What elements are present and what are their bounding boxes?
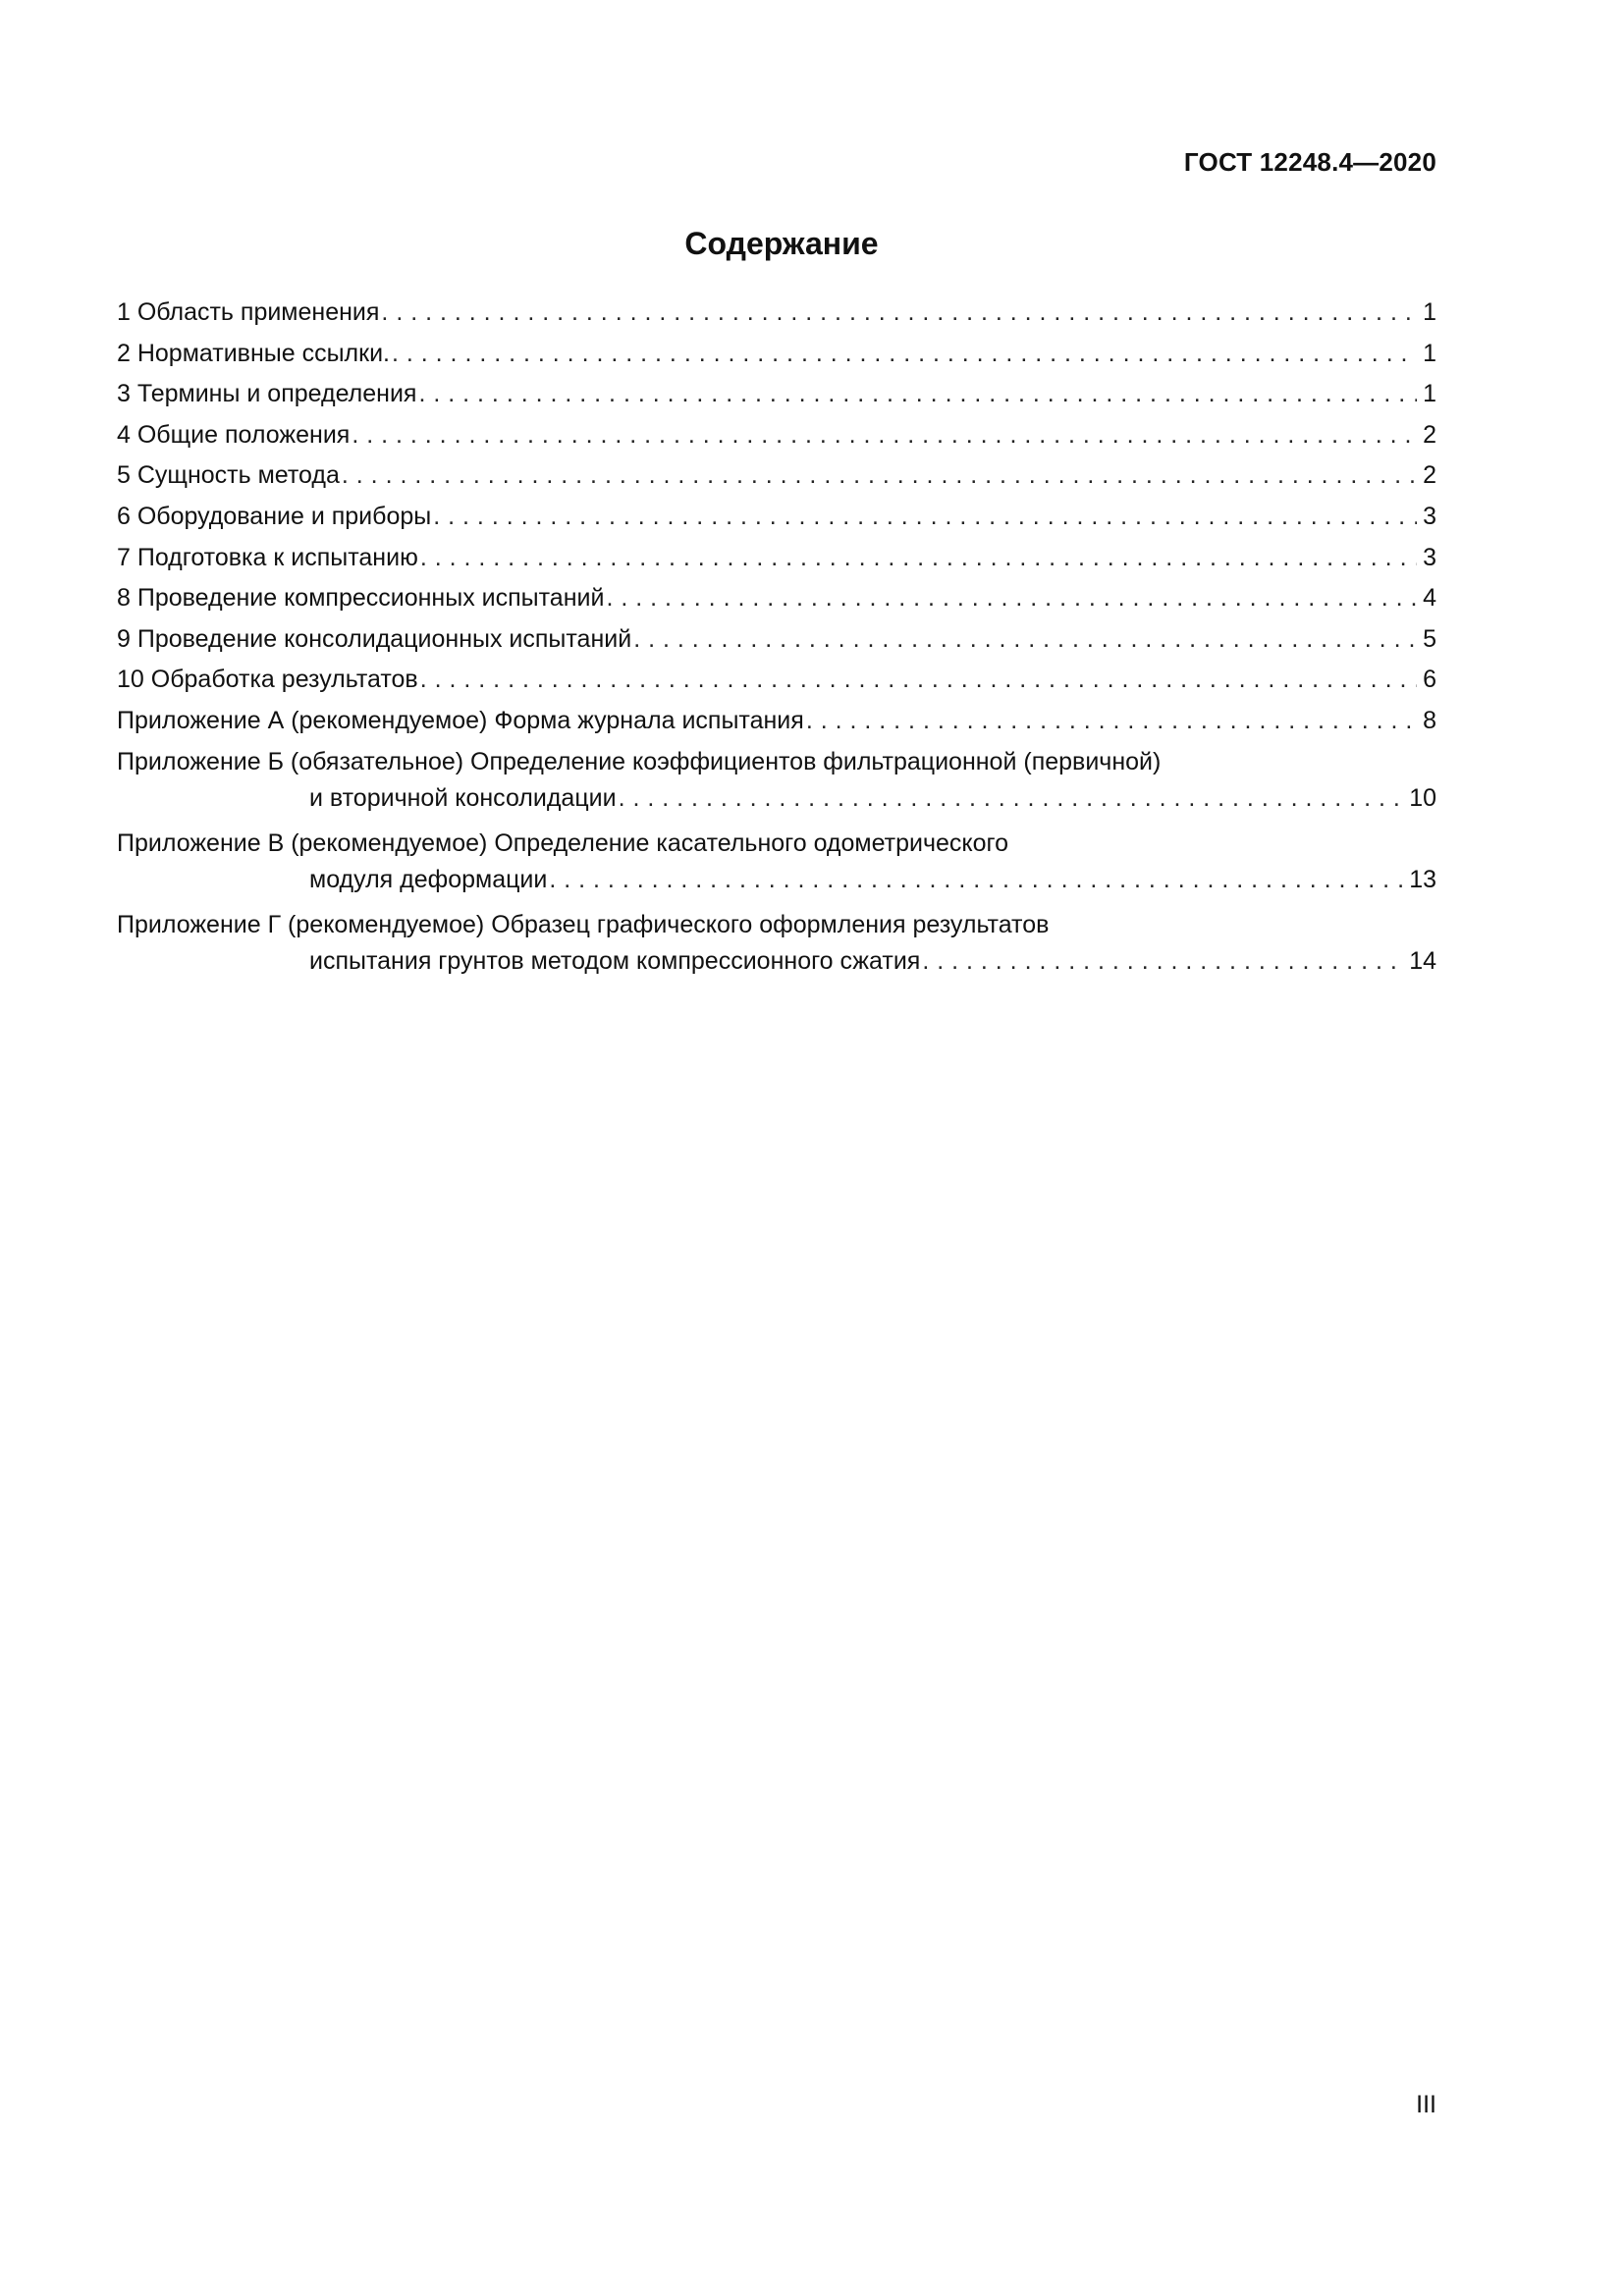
page-number: III [1416, 2091, 1436, 2118]
toc-page-number: 8 [1423, 706, 1436, 734]
toc-entry-appendix-a[interactable] [117, 703, 1436, 739]
toc-entry-appendix-b[interactable] [117, 744, 1436, 817]
toc-entry-9[interactable] [117, 621, 1436, 658]
toc-page-number: 13 [1409, 865, 1436, 893]
toc-entry-text: 4 Общие положения [117, 420, 351, 449]
toc-entry-7[interactable] [117, 540, 1436, 576]
toc-entry-5[interactable] [117, 457, 1436, 494]
toc-entry-text: Приложение Г (рекомендуемое) Образец графического оформления результатов [117, 910, 1050, 938]
toc-page-number: 2 [1423, 420, 1436, 449]
toc-entry-text: 3 Термины и определения [117, 380, 417, 408]
toc-page-number: 4 [1423, 584, 1436, 613]
toc-entry-text: Приложение В (рекомендуемое) Определение касательного одометрического [117, 828, 1009, 857]
toc-entry-text: 9 Проведение консолидационных испытаний [117, 624, 632, 653]
toc-entry-text: 8 Проведение компрессионных испытаний [117, 584, 605, 613]
toc-entry-6[interactable] [117, 499, 1436, 535]
toc-entry-text-continuation: модуля деформации [309, 865, 548, 893]
document-code: ГОСТ 12248.4—2020 [1183, 147, 1436, 177]
toc-entry-3[interactable] [117, 376, 1436, 412]
dot-leader [619, 780, 1404, 817]
toc-title: Содержание [684, 226, 879, 261]
toc-page-number: 3 [1423, 502, 1436, 530]
dot-leader [392, 336, 1417, 372]
toc-entry-appendix-g[interactable] [117, 907, 1436, 980]
toc-entry-text: 2 Нормативные ссылки. [117, 339, 390, 367]
toc-page-number: 10 [1409, 783, 1436, 812]
toc-entry-text: Приложение Б (обязательное) Определение коэффициентов фильтрационной (первичной) [117, 747, 1162, 775]
dot-leader [352, 417, 1417, 454]
toc-page-number: 5 [1423, 624, 1436, 653]
dot-leader [549, 862, 1403, 898]
dot-leader [606, 580, 1417, 616]
toc-page-number: 1 [1423, 298, 1436, 326]
toc-page-number: 14 [1409, 946, 1436, 975]
toc-entry-text: 6 Оборудование и приборы [117, 502, 432, 530]
dot-leader [342, 457, 1417, 494]
toc-entry-text: 5 Сущность метода [117, 461, 340, 490]
toc-entry-text: Приложение А (рекомендуемое) Форма журнала испытания [117, 706, 804, 734]
dot-leader [418, 376, 1417, 412]
toc-entry-2[interactable] [117, 336, 1436, 372]
dot-leader [433, 499, 1417, 535]
toc-page-number: 6 [1423, 666, 1436, 694]
dot-leader [420, 662, 1417, 698]
toc-entry-text: 1 Область применения [117, 298, 380, 326]
toc-page-number: 2 [1423, 461, 1436, 490]
toc-entry-text: 10 Обработка результатов [117, 666, 418, 694]
toc-entry-text-continuation: испытания грунтов методом компрессионного сжатия [309, 946, 921, 975]
toc-entry-8[interactable] [117, 580, 1436, 616]
table-of-contents [117, 294, 1436, 988]
toc-page-number: 3 [1423, 543, 1436, 571]
dot-leader [806, 703, 1417, 739]
toc-entry-1[interactable] [117, 294, 1436, 331]
toc-entry-text-continuation: и вторичной консолидации [309, 783, 617, 812]
dot-leader [633, 621, 1417, 658]
dot-leader [922, 943, 1403, 980]
toc-entry-10[interactable] [117, 662, 1436, 698]
dot-leader [420, 540, 1417, 576]
toc-page-number: 1 [1423, 380, 1436, 408]
toc-entry-appendix-v[interactable] [117, 826, 1436, 898]
dot-leader [381, 294, 1417, 331]
toc-entry-text: 7 Подготовка к испытанию [117, 543, 418, 571]
toc-page-number: 1 [1423, 339, 1436, 367]
toc-entry-4[interactable] [117, 417, 1436, 454]
